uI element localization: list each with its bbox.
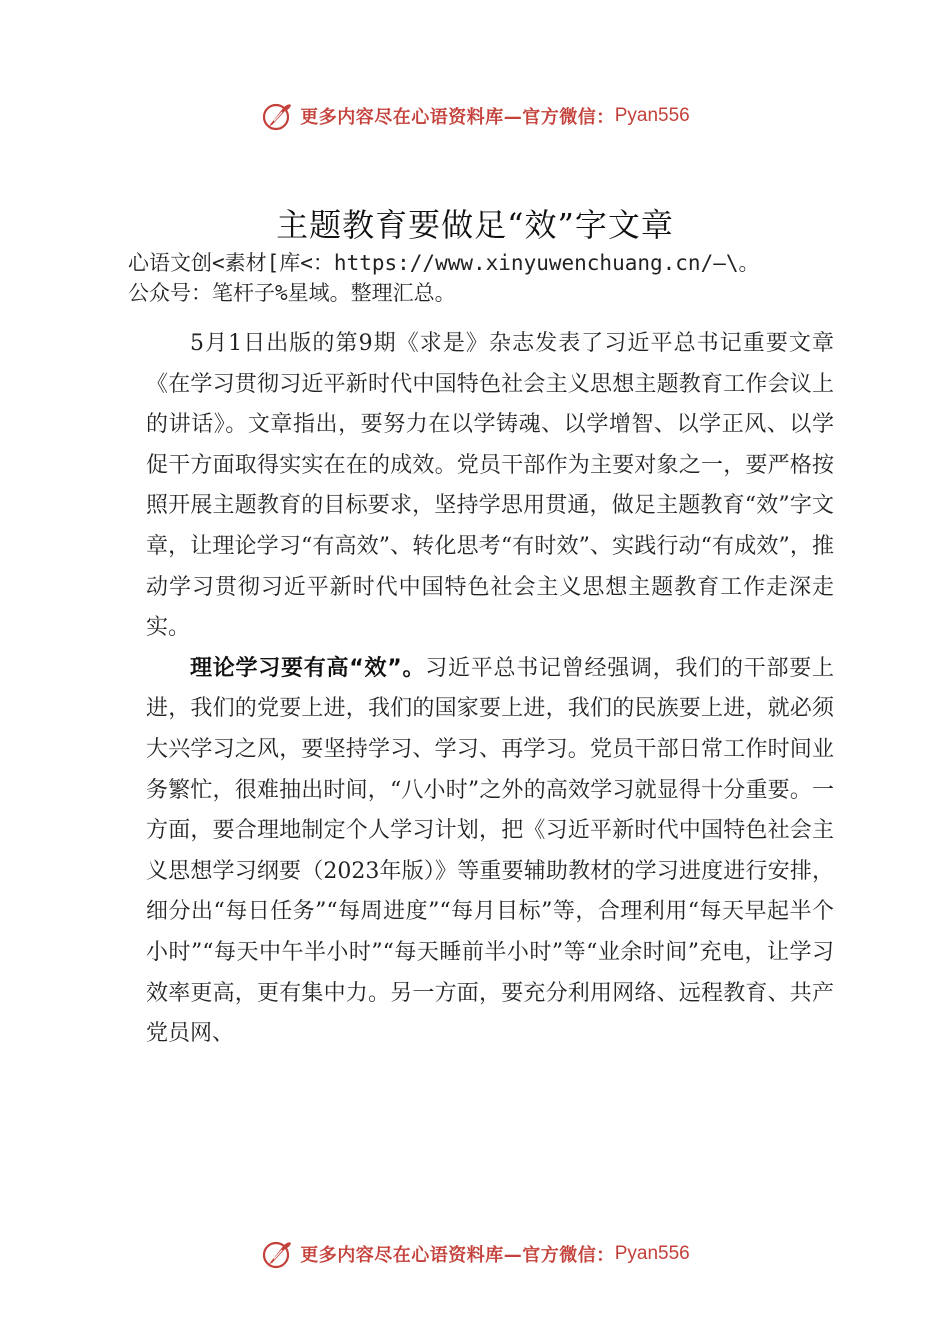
header-banner [0, 96, 950, 136]
footer-banner [0, 1234, 950, 1274]
banner-text: 更多内容尽在心语资料库—官方微信： [300, 1245, 615, 1266]
quill-pen-circle-icon [260, 99, 294, 133]
source-line-2: 公众号：笔杆子%星域。整理汇总。 [128, 281, 456, 305]
source-line-1: 心语文创<素材[库<：https://www.xinyuwenchuang.cn/—\。 [128, 251, 760, 275]
paragraph-1: 5月1日出版的第9期《求是》杂志发表了习近平总书记重要文章《在学习贯彻习近平新时代中国特色社会主义思想主题教育工作会议上的讲话》。文章指出，要努力在以学铸魂、以学增智、以学正风、以学促干方面取得实实在在的成效。党员干部作为主要对象之一，要严格按照开展主题教育的目标要求，坚持学思用贯通，做足主题教育“效”字文章，让理论学习“有高效”、转化思考“有时效”、实践行动“有成效”，推动学习贯彻习近平新时代中国特色社会主义思想主题教育工作走深走实。 [146, 331, 834, 641]
paragraph-2-lead: 理论学习要有高“效”。 [190, 655, 426, 681]
banner-wechat-id: Pyan556 [614, 105, 690, 126]
paragraph-2-text: 习近平总书记曾经强调，我们的干部要上进，我们的党要上进，我们的国家要上进，我们的民族要上进，就必须大兴学习之风，要坚持学习、学习、再学习。党员干部日常工作时间业务繁忙，很难抽出时间，“八小时”之外的高效学习就显得十分重要。一方面，要合理地制定个人学习计划，把《习近平新时代中国特色社会主义思想学习纲要（2023年版）》等重要辅助教材的学习进度进行安排，细分出“每日任务”“每周进度”“每月目标”等，合理利用“每天早起半个小时”“每天中午半小时”“每天睡前半小时”等“业余时间”充电，让学习效率更高，更有集中力。另一方面，要充分利用网络、远程教育、共产党员网、 [146, 655, 834, 1047]
paragraph-2 [146, 649, 834, 1055]
article-body [146, 324, 834, 1055]
page-title: 主题教育要做足“效”字文章 [276, 206, 674, 244]
banner-wechat-id: Pyan556 [614, 1243, 690, 1264]
source-info [128, 248, 928, 308]
quill-pen-circle-icon [260, 1237, 294, 1271]
banner-text: 更多内容尽在心语资料库—官方微信： [300, 107, 615, 128]
